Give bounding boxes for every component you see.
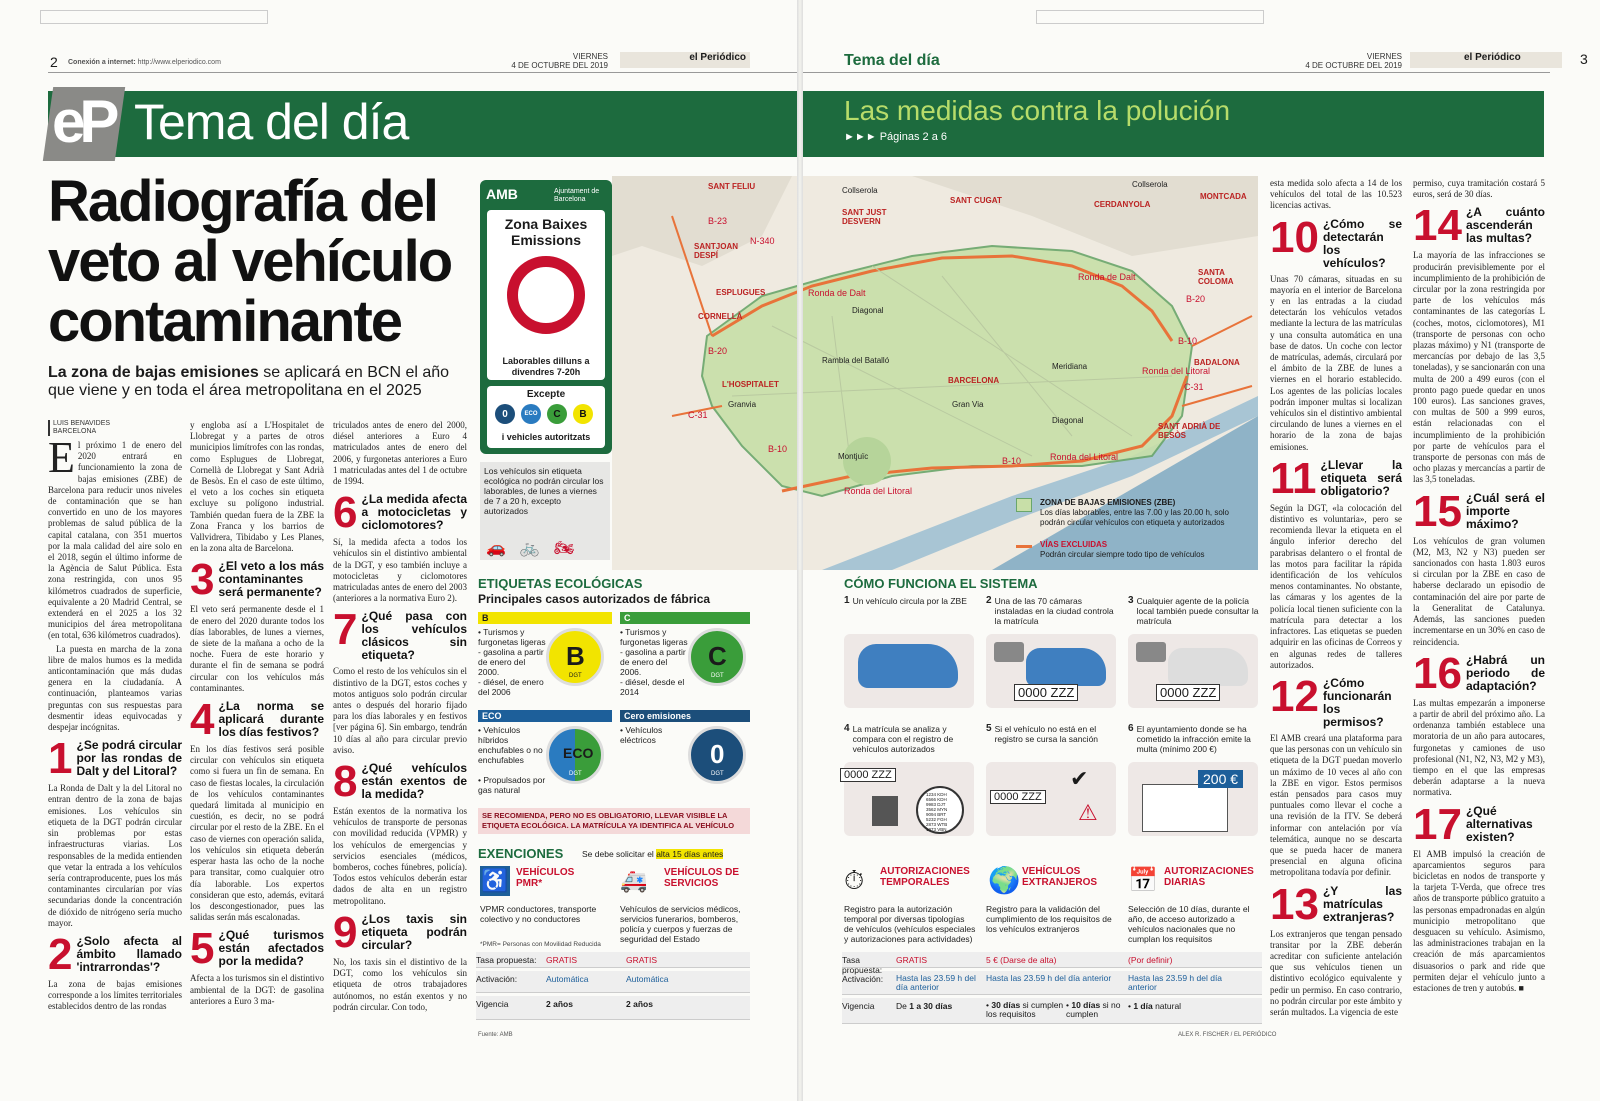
date-block <box>1290 52 1402 70</box>
answer-6: Sí, la medida afecta a todos los vehículos sin el distintivo ambiental de la DGT, y eso también incluye a motocicletas y ciclomotores matriculadas antes de enero del 2003 (anteriores a la normativa Euro 2). <box>333 537 467 604</box>
table-row: Activación: Automática Automática <box>476 971 750 993</box>
map-label: N-340 <box>750 236 775 246</box>
place: BARCELONA <box>53 428 97 435</box>
warning-icon: ⚠ <box>1078 800 1098 825</box>
map-label: Gran Via <box>952 400 984 409</box>
step-3 <box>1128 596 1260 714</box>
step-5 <box>986 724 1118 842</box>
answer-15: Los vehículos de gran volumen (M2, M3, N2 y N3) pueden ser sancionados con hasta 1.803 euros si circulan por la ZBE en caso de haberse declarado un episodio de contaminación del aire por parte de la Generalitat de Catalunya. Además, las sanciones pueden incrementarse en un 30% en caso de reincidencia. <box>1413 535 1545 647</box>
car-illustration-icon <box>1168 648 1248 686</box>
badge-eco-icon: ECO <box>521 404 541 424</box>
map-label: SANT ADRIÀ DE BESÒS <box>1158 422 1221 440</box>
pmr-footnote: *PMR= Personas con Movilidad Reducida <box>480 941 601 948</box>
map-label: C-31 <box>688 410 708 420</box>
auth-diarias-text: Selección de 10 días, durante el año, de acceso autorizado a vehículos nacionales que no cumplan los requisitos <box>1128 904 1250 944</box>
step-text: 4 La matrícula se analiza y compara con el registro de vehículos autorizados <box>844 723 954 754</box>
question-12: 12 ¿Cómo funcionarán los permisos? <box>1270 671 1392 729</box>
step-illustration <box>844 634 974 708</box>
step-illustration <box>844 762 974 836</box>
section-title: Tema del día <box>134 94 409 150</box>
label-c: C • Turismos y furgonetas ligeras - gasolina a partir de enero del 2006. - diésel, desde el 2014 C DGT <box>620 612 750 704</box>
legend-zbe <box>1040 498 1252 528</box>
license-plate: 0000 ZZZ <box>1014 684 1078 701</box>
map-label: ESPLUGUES <box>716 288 766 297</box>
print-stamp <box>40 10 268 24</box>
question-10: 10 ¿Cómo se detectarán los vehículos? <box>1270 212 1402 270</box>
map-label: B-10 <box>768 444 788 454</box>
step-illustration <box>986 762 1116 836</box>
step-text: 6 El ayuntamiento donde se ha cometido la infracción emite la multa (mínimo 200 €) <box>1128 723 1251 754</box>
question-14: 14 ¿A cuánto ascenderán las multas? <box>1413 201 1545 251</box>
section-band <box>48 88 800 157</box>
exemptions-title: EXENCIONES <box>478 846 564 861</box>
answer-4: En los días festivos será posible circular con vehículos sin etiqueta como si fuera un fin de semana. En caso de fiestas locales, la circulación de los vehículos contaminantes quedará limitada al municipio en cuestión, es decir, no se podrá circular por el resto de la ZBE. En el caso de viernes con operación salida, los vehículos sin etiqueta deberán esperar hasta las ocho de la noche para transitar, como cualquier otro día laborable. Los expertos consideran que esto, además, evitará los descongestionador, pues las salidas serán más escalonadas. <box>190 744 324 923</box>
answer-8: Están exentos de la normativa los vehículos de transporte de personas con movilidad reducida (VPMR) y los vehículos de emergencias y servicios esenciales (médicos, bomberos, coches fúnebres, policía). Todos estos vehículos deberán estar dados de alta en un registro metropolitano. <box>333 806 467 906</box>
amb-logo: AMB <box>486 186 518 202</box>
answer-1: La Ronda de Dalt y la del Litoral no entran dentro de la zona de bajas emisiones. Los vehículos sin etiqueta de la DGT podrán circular sin problemas por estas infraestructuras viarias. Los responsables de la medida entienden que vetar la entrada a los vehículos sería contraproducente, pues los más contaminantes circularían por vías secundarias donde la concentración de dióxido de nitrógeno sería mucho mayor. <box>48 783 182 928</box>
label-zero: Cero emisiones • Vehículos eléctricos 0 DGT <box>620 710 750 806</box>
step-2 <box>986 596 1118 714</box>
badge-c-icon: C <box>547 404 567 424</box>
calendar-icon: 📅 <box>1128 868 1158 894</box>
topic-band <box>800 91 1544 157</box>
legend-zbe-text: Los días laborables, entre las 7.00 y las 20.00 h, solo podrán circular vehículos con etiqueta y autorizados <box>1040 508 1230 527</box>
map-label: B-10 <box>1002 456 1022 466</box>
info-box-1: Los vehículos sin etiqueta ecológica no podrán circular los laborables, de lunes a viernes de 7 a 20 h, excepto autorizados 🚗 🚲 🏍 <box>480 462 610 560</box>
recommendation-banner: SE RECOMIENDA, PERO NO ES OBLIGATORIO, LLEVAR VISIBLE LA ETIQUETA ECOLÓGICA. LA MATRÍCULA YA IDENTIFICA AL VEHÍCULO <box>478 808 750 834</box>
badge-b-icon: B <box>573 404 593 424</box>
sign-vehicles: i vehicles autoritzats <box>501 432 591 442</box>
clock-icon: ⏱ <box>844 866 865 895</box>
license-plate: 0000 ZZZ <box>1156 684 1220 701</box>
legend-zbe-title: ZONA DE BAJAS EMISIONES (ZBE) <box>1040 498 1176 507</box>
sign-badges <box>495 404 593 424</box>
answer-13: Los extranjeros que tengan pensado transitar por la ZBE deberán acreditar con suficiente antelación que sus vehículos tienen un distintivo ecológico equivalente y pedir un permiso. En caso contrario, no podrán circular por este ámbito y serán multados. La vigencia de este <box>1270 928 1402 1017</box>
label-b-sticker-icon: B DGT <box>546 628 604 686</box>
question-5: 5 ¿Qué turismos están afectados por la medida? <box>190 924 324 974</box>
map-label: Ronda del Litoral <box>1142 366 1211 376</box>
label-eco-sticker-icon: ECO DGT <box>546 726 604 784</box>
map-label: Collserola <box>1132 180 1168 189</box>
map-label: Ronda de Dalt <box>1078 272 1136 282</box>
article-column-4: esta medida solo afecta a 14 de los vehículos del total de las 10.523 licencias activas. 10 ¿Cómo se detectarán los vehículos? Unas 70 cámaras, situadas en su mayoría en el interior de Barcelona y en las entradas a la ciudad detectarán los vehículos vetados mediante la lectura de las matrículas y una consulta automática en una base de datos. Un coche con lector de matrículas, además, circulará por el ámbito de la ZBE de lunes a viernes en el horario establecido. Los agentes de las policías locales podrán imponer multas si localizan vehículos sin el distintivo ambiental circulando de lunes a viernes en el horario de la zona de bajas emisiones. 11 ¿Llevar la etiqueta será obligatorio? Según la DGT, «la colocación del distintivo es voluntaria», pero se recomienda llevar la etiqueta en el ángulo inferior derecho del parabrisas delantero o el frontal de las motos para facilitar la rápida identificación de los vehículos menos contaminantes. No obstante, las cámaras y los agentes de la policía local tienen suficiente con la matrícula para detectar a los infractores. Las etiquetas se pueden adquirir en las oficinas de Correos y en algunas redes de talleres autorizados. 12 ¿Cómo funcionarán los permisos? El AMB creará una plataforma para que las personas con un vehículo sin etiqueta de la DGT puedan moverlo un máximo de 10 veces al año con la ZBE en vigor. Estos permisos están pensados para casos muy puntuales como llevar el coche a una revisión de la ITV. Se deberá informar con antelación por vía telemática, aunque no se descarta que se pueda hacer de manera presencial en alguna oficina metropolitana todavía por definir. 13 ¿Y las matrículas extranjeras? Los extranjeros que tengan pensado transitar por la ZBE deberán acreditar con suficiente antelación que sus vehículos tienen un distintivo ecológico equivalente y pedir un permiso. En caso contrario, no podrán circular por este ámbito y serán multados. La vigencia de este <box>1270 178 1402 1017</box>
step-text: 5 Si el vehículo no está en el registro se cursa la sanción <box>986 723 1099 744</box>
page-number: 2 <box>50 54 58 70</box>
exemptions-table <box>476 952 750 1023</box>
map-label: L'HOSPITALET <box>722 380 779 389</box>
step-illustration <box>1128 634 1258 708</box>
legend-zbe-swatch <box>1016 498 1032 512</box>
day: VIERNES <box>572 52 608 61</box>
label-b: B • Turismos y furgonetas ligeras - gasolina a partir de enero del 2000. - diésel, de enero del 2006 B DGT <box>478 612 612 704</box>
license-plate: 0000 ZZZ <box>990 790 1046 804</box>
day: VIERNES <box>1366 52 1402 61</box>
map-label: Montjuïc <box>838 452 869 461</box>
map-label: CERDANYOLA <box>1094 200 1151 209</box>
dek-rest: se aplicará en BCN el año que viene y en toda el área metropolitana en el 2025 <box>48 364 450 399</box>
legend-roads-title: VÍAS EXCLUIDAS <box>1040 540 1108 549</box>
zbe-sign <box>480 180 612 454</box>
map-label: SANT FELIU <box>708 182 756 191</box>
sign-title: Zona Baixes Emissions <box>504 216 588 248</box>
map-label: C-31 <box>1184 382 1204 392</box>
table-row: Tasa propuesta: GRATIS GRATIS <box>476 952 750 968</box>
fine-amount: 200 € <box>1198 770 1243 788</box>
label-zero-sticker-icon: 0 DGT <box>688 726 746 784</box>
services-title: VEHÍCULOS DE SERVICIOS <box>664 867 740 889</box>
map-label: SANTJOAN DESPÍ <box>694 242 739 260</box>
dek-bold: La zona de bajas emisiones <box>48 364 259 381</box>
sign-except: Excepte <box>526 389 566 400</box>
map-label: SANT CUGAT <box>950 196 1002 205</box>
prohibition-icon <box>507 256 585 334</box>
answer-12: El AMB creará una plataforma para que las personas con un vehículo sin etiqueta de la DGT puedan moverlo un máximo de 10 veces al año con la ZBE en vigor. Estos permisos están pensados para casos muy puntuales como llevar el coche a una revisión de la ITV. Se deberá informar con antelación por vía telemática, aunque no se descarta que se pueda hacer de manera presencial en alguna oficina metropolitana todavía por definir. <box>1270 732 1402 878</box>
legend-roads-text: Podrán circular siempre todo tipo de vehículos <box>1040 550 1205 559</box>
map-label: Ronda del Litoral <box>1050 452 1119 462</box>
sign-hours: Laborables dilluns a divendres 7-20h <box>502 356 590 377</box>
car-illustration-icon <box>858 644 958 688</box>
topic-pages: ►►► Páginas 2 a 6 <box>844 131 947 143</box>
question-7: 7 ¿Qué pasa con los vehículos clásicos sin etiqueta? <box>333 605 467 663</box>
map-label: BADALONA <box>1194 358 1240 367</box>
headline: Radiografía del veto al vehículo contaminante <box>48 169 452 354</box>
montjuic-park <box>843 437 891 485</box>
question-13: 13 ¿Y las matrículas extranjeras? <box>1270 879 1402 929</box>
brand: el Periódico <box>1410 52 1562 68</box>
article-column-1 <box>48 420 182 1015</box>
table-row: Vigencia De 1 a 30 días • 30 días si cumplen los requisitos • 10 días si no cumplen • 1 día natural <box>842 998 1262 1024</box>
motorbike-icon: 🏍 <box>553 540 575 557</box>
answer-17: El AMB impulsó la creación de aparcamientos seguros para bicicletas en nodos de transporte y la tarjeta T-Verda, que ofrece tres años de transporte público gratuito a las personas empadronadas en algún municipio metropolitano que desguacen su vehículo. Asimismo, las administraciones trabajan en la creación de más aparcamientos disuasorios o park and ride que permiten dejar el vehículo junto a estaciones de tren y autobús. ■ <box>1413 848 1545 993</box>
answer-9: No, los taxis sin el distintivo de la DGT, como los vehículos sin etiqueta de otros trabajadores autónomos, no están exentos y no podrán circular. Con todo, <box>333 956 467 1012</box>
answer-2: La zona de bajas emisiones corresponde a los límites territoriales establecidos dentro de las rondas <box>48 978 182 1012</box>
pmr-title: VEHÍCULOS PMR* <box>516 867 575 889</box>
auth-temporales-text: Registro para la autorización temporal por diversas tipologías de vehículos (vehículos especiales y autorizaciones para actividades) <box>844 904 976 944</box>
label-eco: ECO • Vehículos híbridos enchufables o no enchufables • Propulsados por gas natural ECO DGT <box>478 710 612 806</box>
map-label: Ronda del Litoral <box>844 486 913 496</box>
exemptions-note: Se debe solicitar el alta 15 días antes <box>582 849 724 859</box>
map-label: Meridiana <box>1052 362 1088 371</box>
connection-label: Conexión a internet: <box>68 59 136 66</box>
globe-icon: 🌍 <box>988 866 1021 895</box>
dek <box>48 364 468 400</box>
ep-logo: eP <box>52 88 114 155</box>
source: Fuente: AMB <box>478 1032 513 1038</box>
article-column-3 <box>333 420 467 1015</box>
sign-panel <box>487 210 605 380</box>
answer-10: Unas 70 cámaras, situadas en su mayoría en el interior de Barcelona y en las entradas a la ciudad detectarán los vehículos vetados mediante la lectura de las matrículas y una consulta automática en una base de datos. Un coche con lector de matrículas, además, circulará por el ámbito de la ZBE de lunes a viernes en el horario establecido. Los agentes de las policías locales podrán imponer multas si localizan vehículos sin el distintivo ambiental circulando de lunes a viernes en el horario de la zona de bajas emisiones. <box>1270 273 1402 452</box>
answer-16: Las multas empezarán a imponerse a partir de abril del próximo año. La ordenanza también establece una moratoria de un año para autocares, furgonetas y camiones de uso profesional (N1, N2, N3, M2 y M3), tiempo en el que las empresas deberán adaptarse a la nueva normativa. <box>1413 697 1545 798</box>
car-icon: 🚗 <box>486 540 506 557</box>
answer-7: Como el resto de los vehículos sin el distintivo de la DGT, estos coches y motos antiguos solo podrán circular antes o después del horario fijado para los días laborales y en festivos [ver página 6]. Sin embargo, tendrán 10 días al año para circular previo aviso. <box>333 666 467 755</box>
question-4: 4 ¿La norma se aplicará durante los días festivos? <box>190 695 324 745</box>
step-6 <box>1128 724 1260 842</box>
map-label: SANTA COLOMA <box>1198 268 1234 286</box>
vehicle-icons <box>486 540 575 557</box>
step-text: 3 Cualquier agente de la policía local también puede consultar la matrícula <box>1128 595 1259 626</box>
byline <box>48 420 182 436</box>
label-c-sticker-icon: C DGT <box>688 628 746 686</box>
ambulance-icon: 🚑 <box>620 868 648 893</box>
credit: ALEX R. FISCHER / EL PERIÓDICO <box>1178 1032 1277 1038</box>
date: 4 DE OCTUBRE DEL 2019 <box>1305 61 1402 70</box>
question-2: 2 ¿Solo afecta al ámbito llamado 'intrarrondas'? <box>48 929 182 979</box>
map-label: Diagonal <box>1052 416 1084 425</box>
brand: el Periódico <box>620 52 750 68</box>
question-3: 3 ¿El veto a los más contaminantes será permanente? <box>190 555 324 605</box>
print-stamp <box>1036 10 1264 24</box>
answer-14: La mayoría de las infracciones se producirán previsiblemente por el incumplimiento de la prohibición de circular por la zona restringida por parte de los vehículos más contaminantes de las categorías L (coches, motos, ciclomotores), M1 (transporte de personas con ocho plazas máximo) y N1 (transporte de mercancías por debajo de las 3,5 toneladas), y se sancionarán con una multa de 200 a 499 euros (con el pronto pago puede quedar en unos 100 euros). Las sanciones graves, con multas de 500 a 999 euros, están relacionadas con el incumplimiento de la prohibición por parte de vehículos para el transporte de personas con más de ocho plazas y mercancías a partir de las 3,5 toneladas. <box>1413 250 1545 485</box>
step-illustration <box>1128 762 1258 836</box>
intro-paragraph: El próximo 1 de enero del 2020 entrará en funcionamiento la zona de bajas emisiones (ZBE) de Barcelona para reducir unos niveles de contaminación que se han convertido en uno de los mayores problemas de salud pública de la capital catalana, con 351 muertos por la mala calidad del aire solo en el 2018, según el último informe de la Agència de Salut Pública. Esta zona restringida, con unos 95 kilómetros cuadrados de superficie, equivalente a 20 Madrid Central, se extenderá en el 2025 a los 32 municipios del área metropolitana (en total, 636 kilómetros cuadrados). <box>48 433 182 641</box>
camera-icon <box>994 642 1024 662</box>
step-text: 1 Un vehículo circula por la ZBE <box>844 595 967 606</box>
map-label: Ronda de Dalt <box>808 288 866 298</box>
question-11: 11 ¿Llevar la etiqueta será obligatorio? <box>1270 453 1402 503</box>
table-row: Tasa propuesta: GRATIS 5 € (Darse de alta) (Por definir) <box>842 952 1262 968</box>
connection-line <box>68 59 221 66</box>
paragraph: triculados antes de enero del 2000, diésel anteriores a Euro 4 matriculados antes de enero del 2006, y furgonetas anteriores a Euro 1 matriculadas antes del 1 de octubre de 1994. <box>333 420 467 487</box>
dropcap: E <box>48 433 75 482</box>
auth-extranjeros-title: VEHÍCULOS EXTRANJEROS <box>1022 866 1098 888</box>
server-icon <box>872 796 898 826</box>
services-text: Vehículos de servicios médicos, servicios funerarios, bomberos, policía y cuerpos y fuerzas de seguridad del Estado <box>620 904 741 944</box>
topic-title: Las medidas contra la polución <box>844 95 1231 126</box>
page-gutter <box>797 0 803 1101</box>
pmr-text: VPMR conductores, transporte colectivo y no conductores <box>480 904 597 924</box>
question-6: 6 ¿La medida afecta a motocicletas y ciclomotores? <box>333 488 467 538</box>
table-row: Activación: Hasta las 23.59 h del día anterior Hasta las 23.59 h del día anterior Hasta las 23.59 h del día anterior <box>842 971 1262 995</box>
map-label: B-20 <box>1186 294 1206 304</box>
sign-exceptions <box>487 386 605 448</box>
map-label: MONTCADA <box>1200 192 1247 201</box>
paragraph: La puesta en marcha de la zona libre de malos humos es la medida anticontaminación que más dudas genera en la ciudadanía. A continuación, planteamos varias preguntas con sus respuestas para desmentir ideas equivocadas y despejar incógnitas. <box>48 643 182 733</box>
map-label: BARCELONA <box>948 376 1000 385</box>
bicycle-icon: 🚲 <box>519 540 540 557</box>
license-plate: 0000 ZZZ <box>840 768 896 782</box>
step-4 <box>844 724 976 842</box>
labels-title: ETIQUETAS ECOLÓGICAS <box>478 576 643 591</box>
question-1: 1 ¿Se podrá circular por las rondas de Dalt y del Litoral? <box>48 734 182 784</box>
answer-5: Afecta a los turismos sin el distintivo ambiental de la DGT: de gasolina anteriores a Euro 3 ma- <box>190 973 324 1006</box>
date-block <box>500 52 608 70</box>
auth-table <box>842 952 1262 1027</box>
answer-3: El veto será permanente desde el 1 de enero del 2020 durante todos los días laborables, de lunes a viernes, de siete de la mañana a ocho de la noche. Fuera de este horario y durante el fin de semana se podrá circular con los vehículos más contaminantes. <box>190 604 324 693</box>
paragraph: y engloba así a L'Hospitalet de Llobregat y a partes de otros municipios limítrofes con las rondas, como Esplugues de Llobregat, Cornellà de Llobregat y Sant Adrià de Besòs. En el caso de este último, el veto a los coches sin etiqueta excluye su polígono industrial. También quedan fuera de la ZBE la Zona Franca y los barrios de Vallvidrera, Tibidabo y Les Planes, en la zona alta de Barcelona. <box>190 420 324 554</box>
page-number: 3 <box>1580 51 1588 67</box>
camera-icon <box>1136 642 1166 662</box>
step-text: 2 Una de las 70 cámaras instaladas en la ciudad controla la matrícula <box>986 595 1114 626</box>
wheelchair-icon: ♿ <box>480 866 510 896</box>
article-column-2 <box>190 420 324 1009</box>
table-row: Vigencia 2 años 2 años <box>476 996 750 1020</box>
step-1 <box>844 596 976 714</box>
question-9: 9 ¿Los taxis sin etiqueta podrán circular? <box>333 907 467 957</box>
connection-url[interactable]: http://www.elperiodico.com <box>137 59 221 66</box>
map-label: SANT JUST DESVERN <box>842 208 887 226</box>
question-8: 8 ¿Qué vehículos están exentos de la medida? <box>333 757 467 807</box>
article-column-5: permiso, cuya tramitación costará 5 euros, será de 30 días. 14 ¿A cuánto ascenderán las multas? La mayoría de las infracciones se producirán previsiblemente por el incumplimiento de la prohibición de circular por la zona restringida por parte de los vehículos más contaminantes de las categorías L (coches, motos, ciclomotores), M1 (transporte de personas con ocho plazas máximo) y N1 (transporte de mercancías por debajo de las 3,5 toneladas), y se sancionarán con una multa de 200 a 499 euros (con el pronto pago puede quedar en unos 100 euros). Las sanciones graves, con multas de 500 a 999 euros, están relacionadas con el incumplimiento de la prohibición por parte de vehículos para el transporte de personas con más de ocho plazas y mercancías a partir de las 3,5 toneladas. 15 ¿Cuál será el importe máximo? Los vehículos de gran volumen (M2, M3, N2 y N3) pueden ser sancionados con hasta 1.803 euros si circulan por la ZBE en caso de haberse declarado un episodio de contaminación del aire por parte de la Generalitat de Catalunya. Además, las sanciones pueden incrementarse en un 30% en caso de reincidencia. 16 ¿Habrá un periodo de adaptación? Las multas empezarán a imponerse a partir de abril del próximo año. La ordenanza también establece una moratoria de un año para autocares, furgonetas y camiones de uso profesional (N1, N2, N3, M2 y M3), tiempo en el que las empresas deberán adaptarse a la nueva normativa. 17 ¿Qué alternativas existen? El AMB impulsó la creación de aparcamientos seguros para bicicletas en nodos de transporte y la tarjeta T-Verda, que ofrece tres años de transporte público gratuito a las personas empadronadas en algún municipio metropolitano que desguacen su vehículo. Asimismo, las administraciones trabajan en la creación de más aparcamientos disuasorios o park and ride que permiten dejar el vehículo junto a estaciones de tren y autobús. ■ <box>1413 178 1545 993</box>
map-label: Collserola <box>842 186 878 195</box>
section-label: Tema del día <box>844 52 940 69</box>
envelope-icon <box>1142 784 1228 832</box>
map-label: B-10 <box>1178 336 1198 346</box>
ajuntament-logo: Ajuntament de Barcelona <box>554 188 600 203</box>
check-icon: ✔ <box>1070 766 1089 791</box>
map-label: CORNELLÀ <box>698 312 743 321</box>
author: LUIS BENAVIDES <box>53 420 111 427</box>
question-17: 17 ¿Qué alternativas existen? <box>1413 799 1533 849</box>
car-illustration-icon <box>1026 648 1106 686</box>
auth-diarias-title: AUTORIZACIONES DIARIAS <box>1164 866 1254 888</box>
system-title: CÓMO FUNCIONA EL SISTEMA <box>844 576 1038 591</box>
question-16: 16 ¿Habrá un periodo de adaptación? <box>1413 648 1545 698</box>
map-label: Rambla del Batalló <box>822 356 890 365</box>
map-label: B-23 <box>708 216 728 226</box>
legend-roads <box>1040 540 1252 560</box>
step-illustration <box>986 634 1116 708</box>
answer-11: Según la DGT, «la colocación del distintivo es voluntaria», pero se recomienda llevar la etiqueta en el ángulo inferior derecho del parabrisas delantero o el frontal de las motos para facilitar la rápida identificación de los vehículos menos contaminantes. No obstante, las cámaras y los agentes de la policía local tienen suficiente con la matrícula para detectar a los infractores. Las etiquetas se pueden adquirir en las oficinas de Correos y en algunas redes de talleres autorizados. <box>1270 502 1402 670</box>
registry-list: 1234 KDH 6566 KDH 9983 DJT 3562 MYN 9094 BRT 5232 FGH 2873 WTB 1073 VBN <box>916 786 964 834</box>
auth-temporales-title: AUTORIZACIONES TEMPORALES <box>880 866 970 888</box>
legend-roads-swatch <box>1016 545 1032 548</box>
question-15: 15 ¿Cuál será el importe máximo? <box>1413 486 1545 536</box>
badge-zero-icon: 0 <box>495 404 515 424</box>
map-label: Diagonal <box>852 306 884 315</box>
date: 4 DE OCTUBRE DEL 2019 <box>511 61 608 70</box>
map-label: Granvia <box>728 400 757 409</box>
map-label: B-20 <box>708 346 728 356</box>
auth-extranjeros-text: Registro para la validación del cumplimiento de los requisitos de los vehículos extranjeros <box>986 904 1112 934</box>
labels-subtitle: Principales casos autorizados de fábrica <box>478 592 711 606</box>
